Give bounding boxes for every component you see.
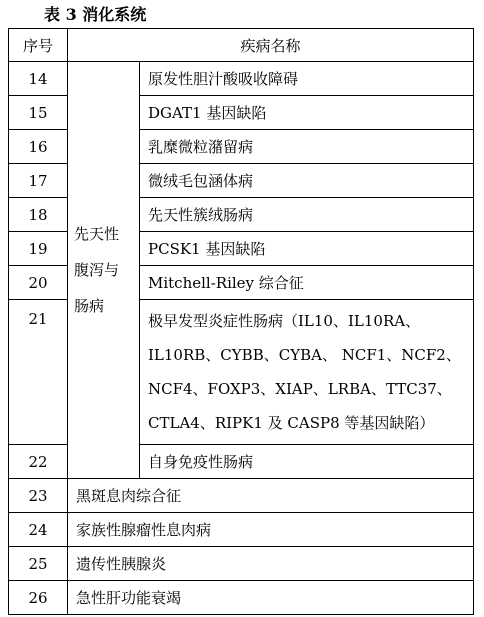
disease-name: 先天性簇绒肠病 [140,198,474,232]
group-label [68,62,140,479]
disease-name: 微绒毛包涵体病 [140,164,474,198]
row-num: 24 [9,513,68,547]
row-num: 26 [9,581,68,615]
disease-name: DGAT1 基因缺陷 [140,96,474,130]
disease-name: 自身免疫性肠病 [140,445,474,479]
disease-name: PCSK1 基因缺陷 [140,232,474,266]
table-row [9,479,474,513]
row-num: 16 [9,130,68,164]
row-num: 20 [9,266,68,300]
disease-name: 急性肝功能衰竭 [68,581,474,615]
row-num: 15 [9,96,68,130]
disease-name: 极早发型炎症性肠病（IL10、IL10RA、IL10RB、CYBB、CYBA、 NCF1、NCF2、NCF4、FOXP3、XIAP、LRBA、TTC37、CTLA4、RIPK1 及 CASP8 等基因缺陷） [140,300,474,445]
disease-table [8,28,474,615]
disease-name: Mitchell-Riley 综合征 [140,266,474,300]
row-num: 18 [9,198,68,232]
group-label-line: 腹泻与 [74,261,120,279]
disease-name: 黑斑息肉综合征 [68,479,474,513]
table-row [9,513,474,547]
row-num: 21 [9,300,68,445]
table-row [9,547,474,581]
disease-name: 乳糜微粒潴留病 [140,130,474,164]
row-num: 23 [9,479,68,513]
row-num: 25 [9,547,68,581]
row-num: 14 [9,62,68,96]
table-row [9,62,474,96]
table-header-row [9,29,474,62]
header-num: 序号 [9,29,68,62]
table-row [9,581,474,615]
disease-name: 遗传性胰腺炎 [68,547,474,581]
disease-name: 家族性腺瘤性息肉病 [68,513,474,547]
row-num: 19 [9,232,68,266]
group-label-line: 肠病 [74,297,105,315]
header-name: 疾病名称 [68,29,474,62]
table-title: 表 3 消化系统 [44,5,147,24]
disease-name: 原发性胆汁酸吸收障碍 [140,62,474,96]
row-num: 22 [9,445,68,479]
row-num: 17 [9,164,68,198]
group-label-line: 先天性 [74,225,120,243]
